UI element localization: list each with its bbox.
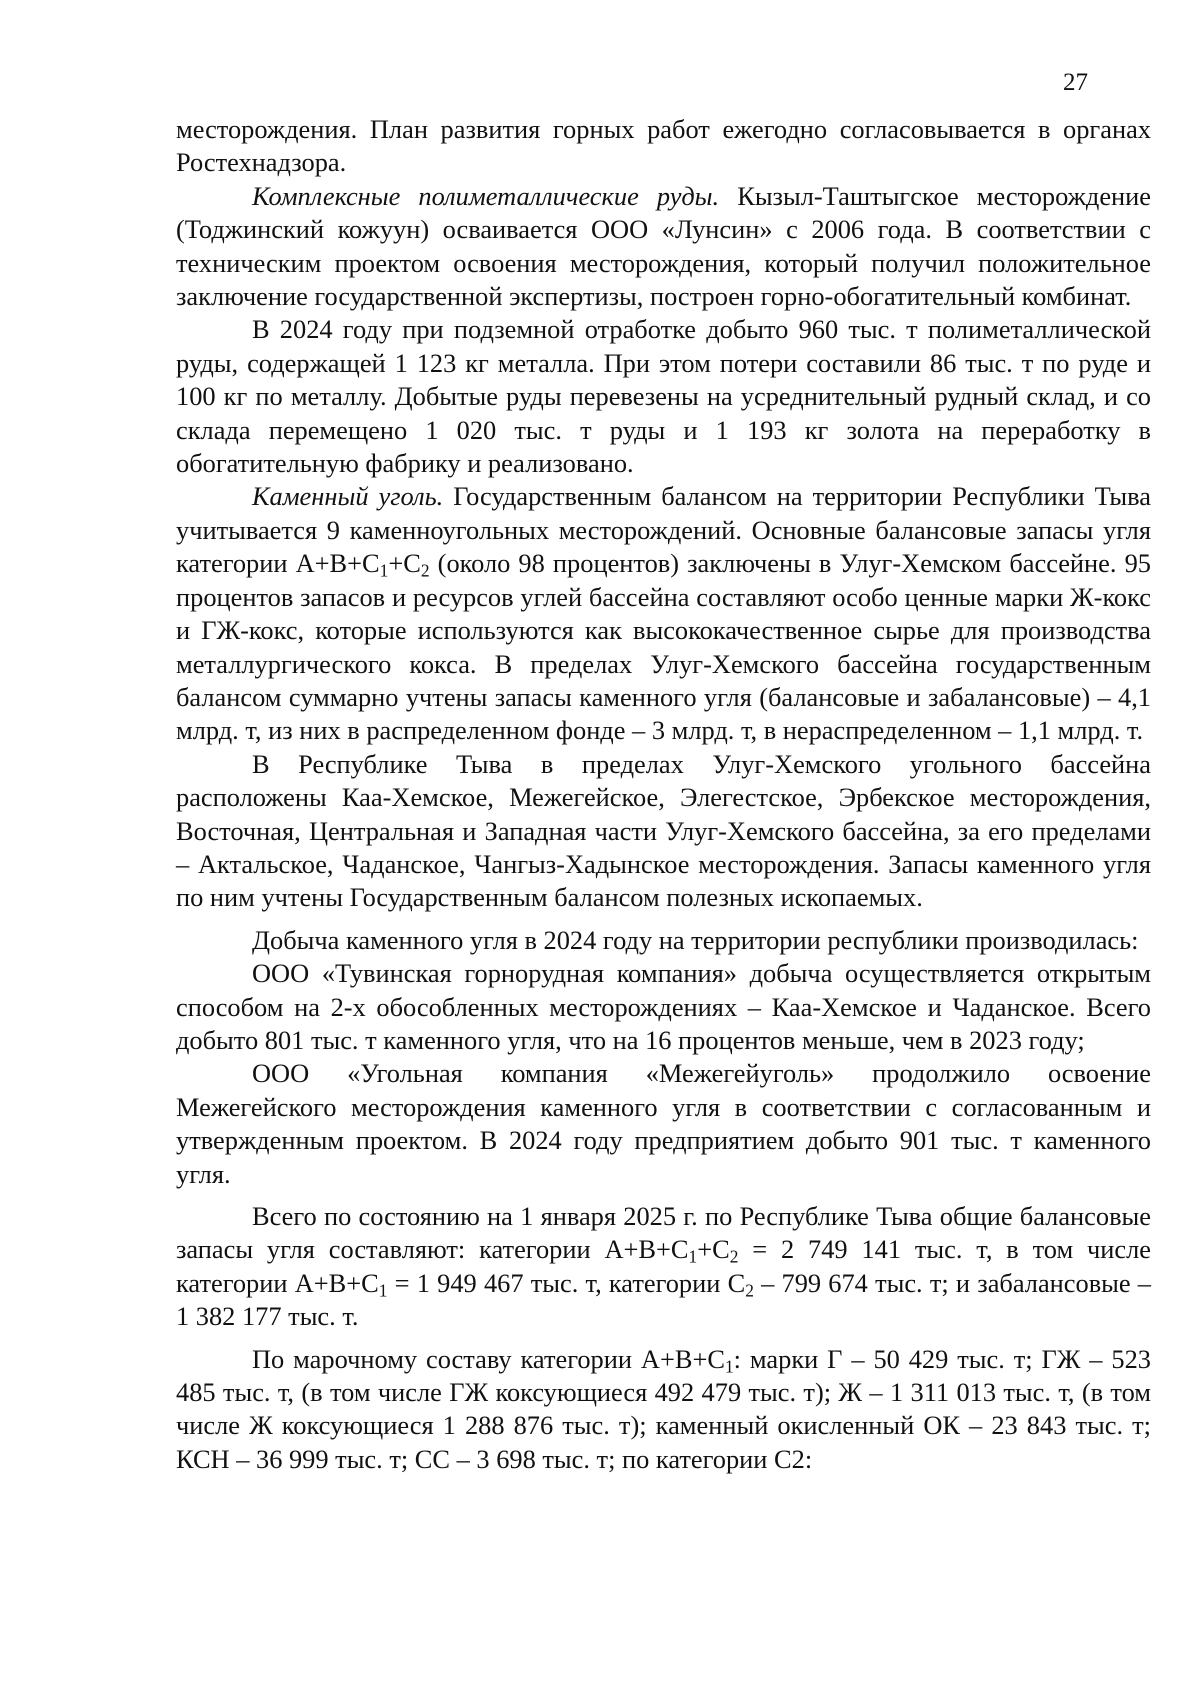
subscript: 1 [724,1355,734,1376]
text-fragment: Государственным балансом на территории Республики Тыва учитывается 9 каменноугольных месторождений. Основные балансовые запасы угля категории А+В+С [176,481,1151,579]
text-fragment: По марочному составу категории А+В+С [252,1343,725,1374]
paragraph-coal [176,480,1151,747]
section-heading-coal: Каменный уголь. [252,481,444,512]
text-fragment: +С [697,1234,730,1265]
text-fragment: Всего по состоянию на 1 января 2025 г. по Республике Тыва общие балансовые запасы угля составляют: категории А+В+С [176,1201,1151,1265]
text-fragment: = 1 949 467 тыс. т, категории С [387,1267,746,1298]
paragraph-polymetallic-ores [176,180,1151,314]
document-body [176,113,1151,1476]
paragraph-1: месторождения. План развития горных работ ежегодно согласовывается в органах Ростехнадзора. [176,114,1151,178]
section-heading-polymetallic: Комплексные полиметаллические руды. [252,180,720,211]
page-number: 27 [1063,69,1088,96]
text-fragment: = 2 749 141 тыс. т, в том числе категории А+В+С [176,1234,1152,1298]
text-fragment: (около 98 процентов) заключены в Улуг-Хемском бассейне. 95 процентов запасов и ресурсов углей бассейна составляют особо ценные марки Ж-кокс и ГЖ-кокс, которые используются как высококачественное сырье для производства металлургического кокса. В пределах Улуг-Хемского бассейна государственным балансом суммарно учтены запасы каменного угля (балансовые и забалансовые) – 4,1 млрд. т, из них в распределенном фонде – 3 млрд. т, в нераспределенном – 1,1 млрд. т. [176,548,1151,746]
subscript: 2 [420,560,430,581]
paragraph-ore-mining-2024: В 2024 году при подземной отработке добыто 960 тыс. т полиметаллической руды, содержащей 1 123 кг металла. При этом потери составили 86 тыс. т по руде и 100 кг по металлу. Добытые руды перевезены на усреднительный рудный склад, и со склада перемещено 1 020 тыс. т руды и 1 193 кг золота на переработку в обогатительную фабрику и реализовано. [176,314,1151,479]
subscript: 1 [379,560,389,581]
text-fragment: – 799 674 тыс. т; и забалансовые – 1 382 177 тыс. т. [176,1267,1151,1332]
text-fragment: +С [388,548,421,579]
subscript: 2 [745,1280,754,1301]
paragraph-grade-composition [176,1343,1151,1477]
subscript: 1 [688,1246,698,1267]
paragraph-mezhegeyugol: ООО «Угольная компания «Межегейуголь» продолжило освоение Межегейского месторождения каменного угля в соответствии с согласованным и утвержденным проектом. В 2024 году предприятием добыто 901 тыс. т каменного угля. [176,1058,1151,1189]
paragraph-deposits: В Республике Тыва в пределах Улуг-Хемского угольного бассейна расположены Каа-Хемское, Межегейское, Элегестское, Эрбекское месторождения, Восточная, Центральная и Западная части Улуг-Хемского бассейна, за его пределами – Актальское, Чаданское, Чангыз-Хадынское месторождения. Запасы каменного угля по ним учтены Государственным балансом полезных ископаемых. [176,748,1151,913]
paragraph-2-text: Кызыл-Таштыгское месторождение (Тоджинский кожуун) осваивается ООО «Лунсин» с 2006 года. В соответствии с техническим проектом освоения месторождения, который получил положительное заключение государственной экспертизы, построен горно-обогатительный комбинат. [176,180,1151,312]
paragraph-tuvinian-company: ООО «Тувинская горнорудная компания» добыча осуществляется открытым способом на 2-х обособленных месторождениях – Каа-Хемское и Чаданское. Всего добыто 801 тыс. т каменного угля, что на 16 процентов меньше, чем в 2023 году; [176,958,1151,1055]
subscript: 1 [378,1280,388,1301]
paragraph-total-reserves [176,1200,1151,1334]
text-fragment: : марки Г – 50 429 тыс. т; ГЖ – 523 485 тыс. т, (в том числе ГЖ коксующиеся 492 479 тыс. т); Ж – 1 311 013 тыс. т, (в том числе Ж коксующиеся 1 288 876 тыс. т); каменный окисленный ОК – 23 843 тыс. т; КСН – 36 999 тыс. т; СС – 3 698 тыс. т; по категории С2: [176,1343,1151,1474]
paragraph-coal-mining-intro: Добыча каменного угля в 2024 году на территории республики производилась: [252,924,1139,955]
subscript: 2 [729,1246,739,1267]
